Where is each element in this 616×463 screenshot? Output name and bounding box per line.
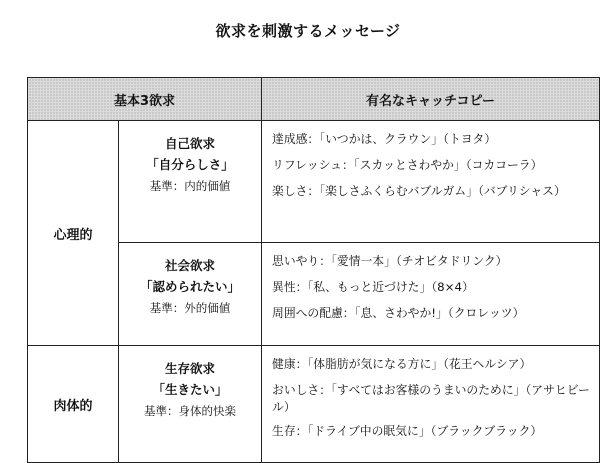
copy-line: 思いやり：「愛情一本」（チオビタドリンク） [272,254,508,268]
copy-line: 楽しさ：「楽しさふくらむバブルガム」（バブリシャス） [272,184,566,198]
copy-line: 異性：「私、もっと近づけた」（8×4） [272,280,474,294]
copy-line: 達成感：「いつかは、クラウン」（トヨタ） [272,132,497,146]
need-cell-social [119,243,262,346]
need-basis: 基準：身体的快楽 [144,404,236,418]
need-basis: 基準：内的価値 [149,179,231,193]
copy-cell-survival [262,346,600,463]
header-copies: 有名なキャッチコピー [262,78,600,121]
copy-line: 健康：「体脂肪が気になる方に」（花王ヘルシア） [272,357,532,371]
copy-line: 周囲への配慮：「息、さわやか!」（クロレッツ） [272,306,525,320]
header-row [28,78,600,121]
need-cell-survival [119,346,262,463]
need-phrase: 「認められたい」 [140,279,241,294]
copy-cell-social [262,243,600,346]
table-row [28,121,600,243]
need-phrase: 「生きたい」 [152,382,228,397]
need-name: 社会欲求 [165,258,216,273]
copy-cell-self [262,121,600,243]
need-cell-self [119,121,262,243]
message-table [27,77,600,463]
category-cell-psychological: 心理的 [28,121,119,346]
need-basis: 基準：外的価値 [149,301,231,315]
need-phrase: 「自分らしさ」 [146,157,234,172]
page-title: 欲求を刺激するメッセージ [215,22,401,40]
table-row [28,346,600,463]
copy-line: おいしさ：「すべてはお客様のうまいのために」（アサヒビール） [272,383,590,414]
copy-line: 生存：「ドライブ中の眠気に」（ブラックブラック） [272,424,543,438]
need-name: 自己欲求 [165,136,216,151]
category-cell-physical: 肉体的 [28,346,119,463]
header-needs: 基本3欲求 [28,78,262,121]
need-name: 生存欲求 [165,361,216,376]
copy-line: リフレッシュ：「スカッとさわやか」（コカコーラ） [272,158,543,172]
